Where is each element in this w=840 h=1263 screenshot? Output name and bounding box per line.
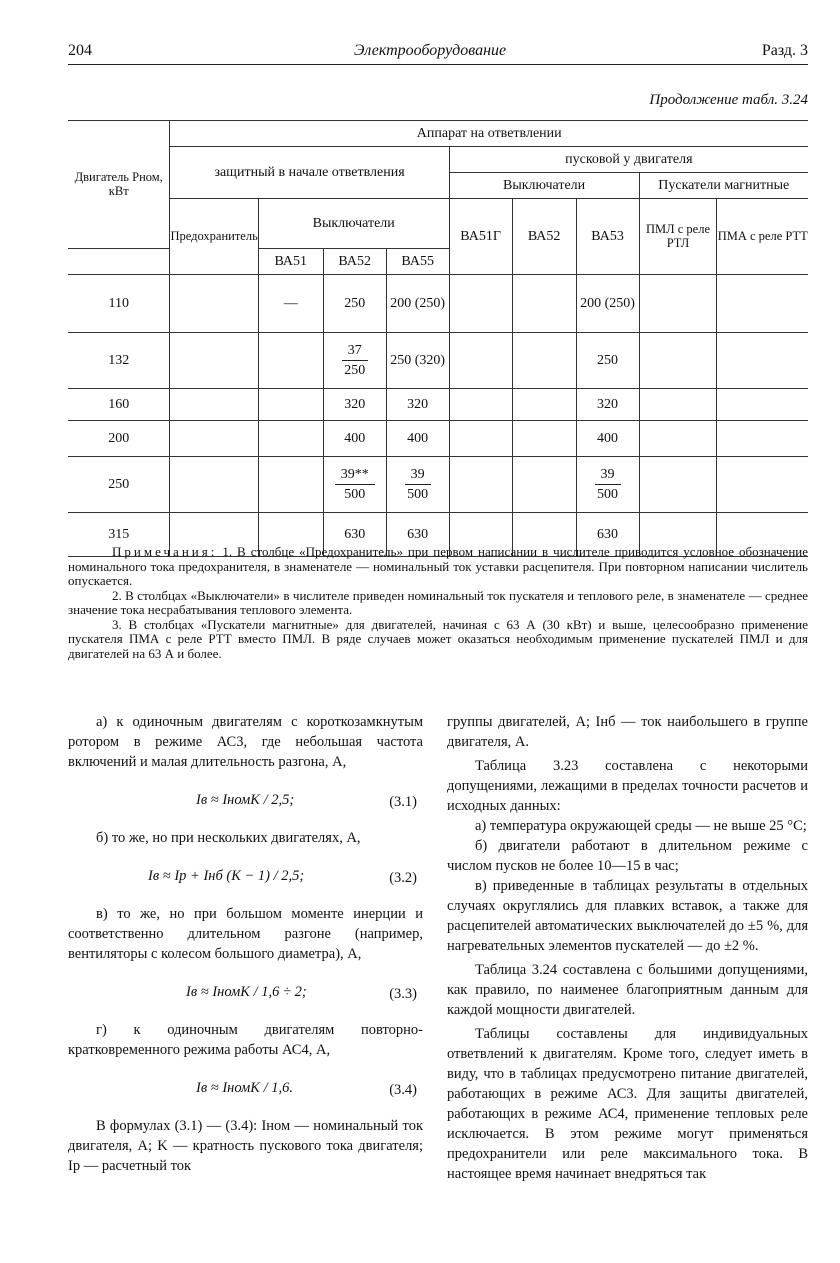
cell-fuse bbox=[170, 421, 258, 457]
header-motor-spacer bbox=[68, 249, 170, 275]
cell-pml bbox=[639, 275, 717, 333]
header-fuse: Предохранитель bbox=[170, 199, 258, 275]
cell-va53: 400 bbox=[576, 421, 639, 457]
cell-va53: 630 bbox=[576, 513, 639, 557]
cell-va55: $\frac{39}{500}$ bbox=[386, 457, 449, 513]
cell-va52b bbox=[512, 333, 576, 389]
cell-pml bbox=[639, 421, 717, 457]
paragraph: Таблица 3.24 составлена с большими допущениями, как правило, по наименее благоприятным данным для каждой мощности двигателей. bbox=[447, 962, 808, 1018]
note-3: 3. В столбцах «Пускатели магнитные» для двигателей, начиная с 63 А (30 кВт) и выше, целесообразно применение пускателя ПМА с реле РТТ вместо ПМЛ. В ряде случаев может оказаться необходимым применение пускателей ПМЛ и для двигателей на 63 А и более. bbox=[68, 616, 808, 661]
header-va51: ВА51 bbox=[258, 249, 323, 275]
cell-pma bbox=[717, 457, 808, 513]
table-row bbox=[68, 421, 808, 457]
cell-fuse bbox=[170, 457, 258, 513]
cell-pma bbox=[717, 421, 808, 457]
cell-va52: 320 bbox=[323, 389, 386, 421]
header-va53: ВА53 bbox=[576, 199, 639, 275]
cell-va52: $\frac{37}{250}$ bbox=[323, 333, 386, 389]
cell-va52: 250 bbox=[323, 275, 386, 333]
table-row bbox=[68, 389, 808, 421]
cell-power: 132 bbox=[68, 333, 170, 389]
paragraph: группы двигателей, А; Iнб — ток наибольшего в группе двигателя, А. bbox=[447, 714, 808, 750]
header-protective: защитный в начале ответвления bbox=[170, 147, 449, 199]
paragraph: б) то же, но при нескольких двигателях, А, bbox=[96, 830, 361, 846]
cell-va52b bbox=[512, 275, 576, 333]
paragraph: б) двигатели работают в длительном режиме с числом пусков не более 10—15 в час; bbox=[447, 838, 808, 874]
cell-fuse bbox=[170, 275, 258, 333]
cell-va53: 250 bbox=[576, 333, 639, 389]
header-motor: Двигатель Pном, кВт bbox=[68, 121, 170, 249]
table-caption: Продолжение табл. 3.24 bbox=[649, 92, 808, 108]
header-pma: ПМА с реле РТТ bbox=[717, 199, 808, 275]
header-va52b: ВА52 bbox=[512, 199, 576, 275]
paragraph: Таблица 3.23 составлена с некоторыми допущениями, лежащими в пределах точности расчетов и исходных данных: bbox=[447, 758, 808, 814]
cell-va51g bbox=[449, 421, 512, 457]
cell-va55: 320 bbox=[386, 389, 449, 421]
cell-va55: 400 bbox=[386, 421, 449, 457]
header-apparatus: Аппарат на ответвлении bbox=[170, 121, 808, 147]
note-1: Примечания: 1. В столбце «Предохранитель» при первом написании в числителе приводится условное обозначение номинального тока предохранителя, в знаменателе — номинальный ток уставки расцепителя. При повторном написании числитель опускается. bbox=[68, 544, 809, 588]
cell-va53: $\frac{39}{500}$ bbox=[576, 457, 639, 513]
cell-fuse bbox=[170, 389, 258, 421]
cell-va53: 200 (250) bbox=[576, 275, 639, 333]
header-starting: пусковой у двигателя bbox=[449, 147, 808, 173]
paragraph: В формулах (3.1) — (3.4): Iном — номинальный ток двигателя, А; K — кратность пускового тока двигателя; Iр — расчетный ток bbox=[68, 1118, 423, 1174]
paragraph: г) к одиночным двигателям повторно-кратковременного режима работы АС4, А, bbox=[68, 1022, 423, 1058]
table-row bbox=[68, 275, 808, 333]
cell-fuse bbox=[170, 333, 258, 389]
cell-va52: $\frac{39**}{500}$ bbox=[323, 457, 386, 513]
paragraph: в) то же, но при большом моменте инерции и соответственно длительном разгоне (например, вентиляторы с колесом большого диаметра), А, bbox=[68, 906, 423, 962]
cell-pml bbox=[639, 389, 717, 421]
header-pml: ПМЛ с реле РТЛ bbox=[639, 199, 717, 275]
cell-power: 110 bbox=[68, 275, 170, 333]
cell-va52b bbox=[512, 421, 576, 457]
header-va52: ВА52 bbox=[323, 249, 386, 275]
cell-va51 bbox=[258, 421, 323, 457]
cell-va52b bbox=[512, 457, 576, 513]
cell-power: 315 bbox=[68, 513, 170, 557]
cell-pma bbox=[717, 389, 808, 421]
paragraph: в) приведенные в таблицах результаты в отдельных случаях округлялись для плавких вставок, а также для расцепителей автоматических выключателей до ±5 %, для нагревательных элементов пускателей — до ±2 %. bbox=[447, 878, 808, 954]
page-number: 204 bbox=[68, 42, 92, 59]
section-label: Разд. 3 bbox=[761, 42, 808, 59]
cell-pml bbox=[639, 333, 717, 389]
header-va55: ВА55 bbox=[386, 249, 449, 275]
cell-pma bbox=[717, 275, 808, 333]
formula-3-4: Iв ≈ IномK / 1,6. (3.4) bbox=[196, 1080, 417, 1098]
paragraph: а) к одиночным двигателям с короткозамкнутым ротором в режиме АС3, где небольшая частота включений и малая длительность разгона, А, bbox=[68, 714, 423, 770]
cell-va52: 630 bbox=[323, 513, 386, 557]
formula-3-3: Iв ≈ IномK / 1,6 ÷ 2; (3.3) bbox=[186, 984, 417, 1002]
cell-power: 200 bbox=[68, 421, 170, 457]
header-va51g: ВА51Г bbox=[449, 199, 512, 275]
table-notes bbox=[68, 545, 808, 661]
formula-3-2: Iв ≈ Iр + Iнб (K − 1) / 2,5; (3.2) bbox=[148, 868, 417, 886]
apparatus-table bbox=[68, 120, 808, 557]
paragraph: Таблицы составлены для индивидуальных ответвлений к двигателям. Кроме того, следует иметь в виду, что в таблицах предусмотрено питание двигателей, работающих в режиме АС3. Для защиты двигателей, работающих в режиме АС4, применение тепловых реле исключается. В этом режиме могут применяться предохранители или реле максимального тока. В настоящее время начинает внедряться так bbox=[447, 1026, 808, 1182]
right-column bbox=[447, 712, 808, 1184]
table-row bbox=[68, 333, 808, 389]
cell-va51 bbox=[258, 457, 323, 513]
cell-power: 250 bbox=[68, 457, 170, 513]
table-row bbox=[68, 457, 808, 513]
cell-va52b bbox=[512, 389, 576, 421]
cell-va51g bbox=[449, 389, 512, 421]
cell-va55: 250 (320) bbox=[386, 333, 449, 389]
cell-va51g bbox=[449, 275, 512, 333]
cell-pml bbox=[639, 457, 717, 513]
header-breakers: Выключатели bbox=[258, 199, 449, 249]
cell-va52: 400 bbox=[323, 421, 386, 457]
header-breakers-2: Выключатели bbox=[449, 173, 639, 199]
header-starters: Пускатели магнитные bbox=[639, 173, 808, 199]
paragraph: а) температура окружающей среды — не выше 25 °С; bbox=[475, 818, 807, 834]
cell-va55: 630 bbox=[386, 513, 449, 557]
left-column bbox=[68, 712, 423, 1176]
cell-pma bbox=[717, 333, 808, 389]
cell-va51 bbox=[258, 389, 323, 421]
running-title: Электрооборудование bbox=[354, 42, 507, 59]
cell-va55: 200 (250) bbox=[386, 275, 449, 333]
cell-va51g bbox=[449, 333, 512, 389]
cell-va51 bbox=[258, 333, 323, 389]
cell-va51: — bbox=[258, 275, 323, 333]
cell-va53: 320 bbox=[576, 389, 639, 421]
formula-3-1: Iв ≈ IномK / 2,5; (3.1) bbox=[196, 792, 417, 810]
page-header bbox=[68, 42, 808, 65]
note-2: 2. В столбцах «Выключатели» в числителе приведен номинальный ток пускателя и теплового реле, в знаменателе — среднее значение тока несрабатывания теплового элемента. bbox=[68, 587, 808, 617]
cell-va51g bbox=[449, 457, 512, 513]
cell-power: 160 bbox=[68, 389, 170, 421]
